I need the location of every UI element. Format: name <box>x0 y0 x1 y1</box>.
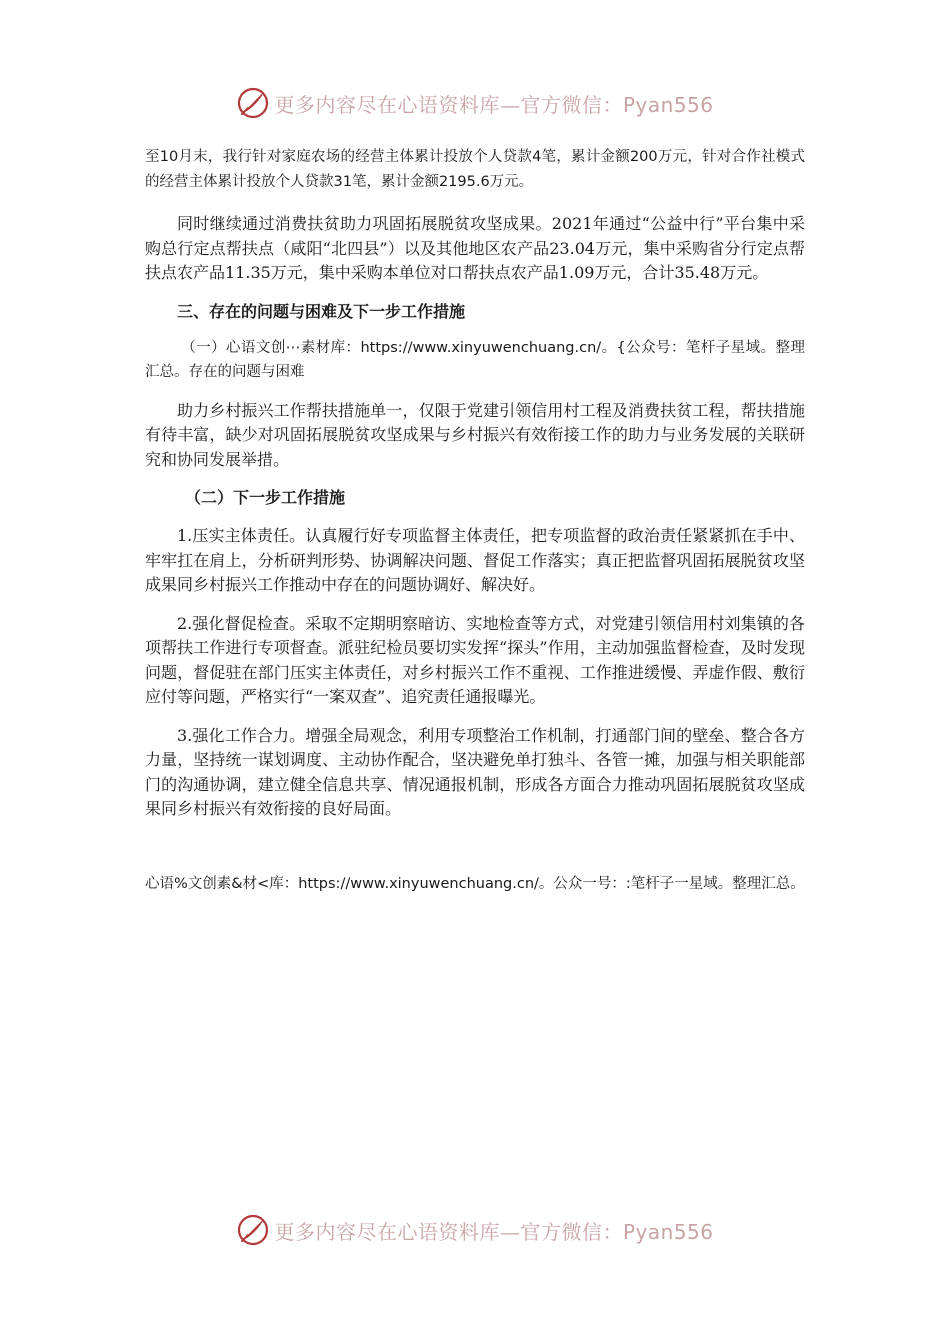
footer-banner <box>0 1210 950 1250</box>
section-heading-3: 三、存在的问题与困难及下一步工作措施 <box>177 301 466 321</box>
document-body <box>145 145 805 896</box>
paragraph-consumption-aid: 同时继续通过消费扶贫助力巩固拓展脱贫攻坚成果。2021年通过“公益中行”平台集中采购总行定点帮扶点（咸阳“北四县”）以及其他地区农产品23.04万元，集中采购省分行定点帮扶点农产品11.35万元，集中采购本单位对口帮扶点农产品1.09万元，合计35.48万元。 <box>145 214 805 282</box>
banner-text: 更多内容尽在心语资料库—官方微信：Pyan556 <box>274 1219 714 1244</box>
paragraph-measure-2: 2.强化督促检查。采取不定期明察暗访、实地检查等方式，对党建引领信用村刘集镇的各项帮扶工作进行专项督查。派驻纪检员要切实发挥“探头”作用，主动加强监督检查，及时发现问题，督促驻在部门压实主体责任，对乡村振兴工作不重视、工作推进缓慢、弄虚作假、敷衍应付等问题，严格实行“一案双查”、追究责任通报曝光。 <box>145 613 805 706</box>
paragraph-measure-3: 3.强化工作合力。增强全局观念，利用专项整治工作机制，打通部门间的壁垒、整合各方力量，坚持统一谋划调度、主动协作配合，坚决避免单打独斗、各管一摊，加强与相关职能部门的沟通协调，建立健全信息共享、情况通报机制，形成各方面合力推动巩固拓展脱贫攻坚成果同乡村振兴有效衔接的良好局面。 <box>145 725 805 818</box>
header-banner <box>0 83 950 123</box>
paragraph-watermark-1: （一）心语文创⋯素材库：https://www.xinyuwenchuang.cn/。{公众号：笔杆子星域。整理汇总。存在的问题与困难 <box>145 339 805 380</box>
paragraph-problems: 助力乡村振兴工作帮扶措施单一，仅限于党建引领信用村工程及消费扶贫工程，帮扶措施有待丰富，缺少对巩固拓展脱贫攻坚成果与乡村振兴有效衔接工作的助力与业务发展的关联研究和协同发展举措。 <box>145 400 805 469</box>
quill-logo-icon <box>236 86 270 120</box>
paragraph-loans: 至10月末，我行针对家庭农场的经营主体累计投放个人贷款4笔，累计金额200万元，针对合作社模式的经营主体累计投放个人贷款31笔，累计金额2195.6万元。 <box>145 149 805 190</box>
paragraph-measure-1: 1.压实主体责任。认真履行好专项监督主体责任，把专项监督的政治责任紧紧抓在手中、牢牢扛在肩上，分析研判形势、协调解决问题、督促工作落实；真正把监督巩固拓展脱贫攻坚成果同乡村振兴工作推动中存在的问题协调好、解决好。 <box>145 526 805 594</box>
quill-logo-icon <box>236 1213 270 1247</box>
banner-text: 更多内容尽在心语资料库—官方微信：Pyan556 <box>274 92 714 117</box>
paragraph-watermark-2: 心语%文创素&材<库：https://www.xinyuwenchuang.cn/。公众一号：:笔杆子一星域。整理汇总。 <box>145 875 805 892</box>
subsection-heading-next-steps: （二）下一步工作措施 <box>185 488 346 507</box>
